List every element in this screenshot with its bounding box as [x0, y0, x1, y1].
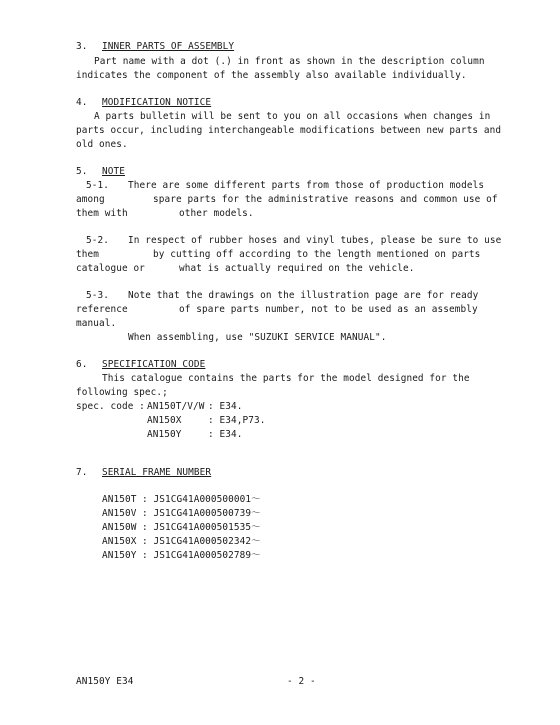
note-line: them with [76, 208, 128, 219]
note-line: manual. [76, 318, 117, 329]
serial-number: : JS1CG41A000502789～ [142, 550, 261, 561]
serial-model: AN150X [102, 536, 137, 547]
spec-code: : E34. [208, 429, 243, 440]
note-number: 5-3. [86, 290, 109, 301]
paragraph-line: following spec.; [76, 387, 168, 398]
paragraph-line: Part name with a dot (.) in front as shown in the description column [94, 56, 485, 67]
note-line: them [76, 249, 99, 260]
page-number: - 2 - [287, 676, 316, 687]
serial-number: : JS1CG41A000501535～ [142, 522, 261, 533]
note-line: of spare parts number, not to be used as an assembly [179, 304, 478, 315]
note-line: When assembling, use "SUZUKI SERVICE MANUAL". [128, 332, 387, 343]
paragraph-line: A parts bulletin will be sent to you on all occasions when changes in [94, 111, 491, 122]
serial-model: AN150Y [102, 550, 137, 561]
note-line: spare parts for the administrative reasons and common use of [153, 194, 498, 205]
section-heading: SPECIFICATION CODE [102, 359, 206, 370]
section-heading: NOTE [102, 166, 125, 177]
section-number: 6. [76, 359, 88, 370]
note-line: There are some different parts from those of production models [128, 180, 485, 191]
paragraph-line: indicates the component of the assembly also available individually. [76, 70, 467, 81]
spec-code-label: spec. code : [76, 401, 145, 412]
note-line: other models. [179, 208, 254, 219]
serial-number: : JS1CG41A000500001～ [142, 494, 261, 505]
note-line: Note that the drawings on the illustration page are for ready [128, 290, 479, 301]
note-line: by cutting off according to the length mentioned on parts [153, 249, 481, 260]
paragraph-line: This catalogue contains the parts for the model designed for the [102, 373, 470, 384]
spec-code: : E34,P73. [208, 415, 266, 426]
section-heading: MODIFICATION NOTICE [102, 97, 212, 108]
note-line: what is actually required on the vehicle. [179, 263, 415, 274]
spec-model: AN150Y [147, 429, 182, 440]
serial-model: AN150T [102, 494, 137, 505]
note-line: catalogue or [76, 263, 145, 274]
note-line: In respect of rubber hoses and vinyl tubes, please be sure to use [128, 235, 502, 246]
serial-number: : JS1CG41A000502342～ [142, 536, 261, 547]
section-number: 7. [76, 467, 88, 478]
spec-model: AN150T/V/W [147, 401, 205, 412]
footer-model-code: AN150Y E34 [76, 676, 134, 687]
spec-model: AN150X [147, 415, 182, 426]
note-line: reference [76, 304, 128, 315]
paragraph-line: parts occur, including interchangeable modifications between new parts and [76, 125, 502, 136]
section-number: 4. [76, 97, 88, 108]
spec-code: : E34. [208, 401, 243, 412]
serial-model: AN150W [102, 522, 137, 533]
section-heading: INNER PARTS OF ASSEMBLY [102, 41, 235, 52]
section-heading: SERIAL FRAME NUMBER [102, 467, 212, 478]
section-number: 3. [76, 41, 88, 52]
note-number: 5-1. [86, 180, 109, 191]
serial-model: AN150V [102, 508, 137, 519]
serial-number: : JS1CG41A000500739～ [142, 508, 261, 519]
section-number: 5. [76, 166, 88, 177]
note-line: among [76, 194, 105, 205]
paragraph-line: old ones. [76, 139, 128, 150]
note-number: 5-2. [86, 235, 109, 246]
